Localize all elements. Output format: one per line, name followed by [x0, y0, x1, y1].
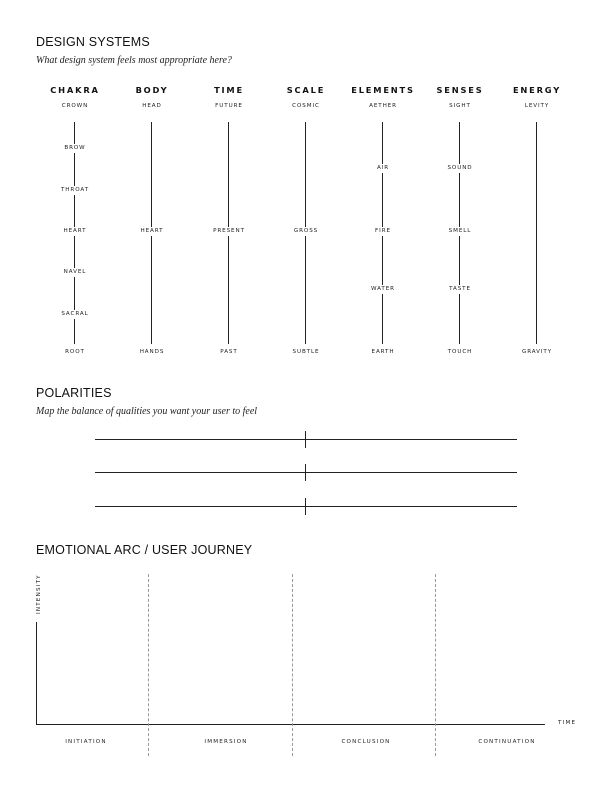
journey-title: EMOTIONAL ARC / USER JOURNEY	[36, 543, 253, 557]
elements-label-fire: FIRE	[348, 227, 418, 236]
senses-label-sound: SOUND	[425, 164, 495, 173]
column-heading-energy: ENERGY	[512, 85, 562, 95]
phase-divider-3	[435, 574, 436, 756]
x-axis-line	[36, 724, 545, 725]
phase-label-conclusion: CONCLUSION	[341, 739, 391, 745]
design-systems-title: DESIGN SYSTEMS	[36, 35, 150, 49]
body-top-label: HEAD	[117, 102, 187, 111]
scale-top-label: COSMIC	[271, 102, 341, 111]
y-axis-line	[36, 622, 37, 725]
column-heading-senses: SENSES	[436, 85, 484, 95]
phase-divider-1	[148, 574, 149, 756]
polarity-midpoint-tick-3	[305, 498, 306, 515]
phase-label-immersion: IMMERSION	[204, 739, 248, 745]
scale-bottom-label: SUBTLE	[271, 348, 341, 357]
polarity-midpoint-tick-1	[305, 431, 306, 448]
energy-top-label: LEVITY	[502, 102, 572, 111]
polarity-line-2[interactable]	[95, 472, 517, 473]
elements-top-label: AETHER	[348, 102, 418, 111]
phase-label-initiation: INITIATION	[65, 739, 107, 745]
elements-label-water: WATER	[348, 285, 418, 294]
column-heading-time: TIME	[214, 85, 244, 95]
elements-bottom-label: EARTH	[348, 348, 418, 357]
polarity-midpoint-tick-2	[305, 464, 306, 481]
elements-label-air: AIR	[348, 164, 418, 173]
chakra-top-label: CROWN	[40, 102, 110, 111]
senses-label-taste: TASTE	[425, 285, 495, 294]
polarity-line-1[interactable]	[95, 439, 517, 440]
energy-scale-line	[536, 122, 537, 344]
chakra-label-brow: BROW	[40, 144, 110, 153]
column-heading-chakra: CHAKRA	[50, 85, 100, 95]
polarities-title: POLARITIES	[36, 386, 112, 400]
senses-bottom-label: TOUCH	[425, 348, 495, 357]
polarity-line-3[interactable]	[95, 506, 517, 507]
polarities-subtitle: Map the balance of qualities you want your user to feel	[36, 406, 258, 417]
chakra-label-throat: THROAT	[40, 186, 110, 195]
column-heading-scale: SCALE	[286, 85, 326, 95]
x-axis-label: TIME	[558, 720, 577, 726]
senses-label-smell: SMELL	[425, 227, 495, 236]
phase-label-continuation: CONTINUATION	[478, 739, 536, 745]
design-systems-subtitle: What design system feels most appropriate here?	[36, 55, 232, 66]
chakra-label-sacral: SACRAL	[40, 310, 110, 319]
time-top-label: FUTURE	[194, 102, 264, 111]
y-axis-label: INTENSITY	[36, 574, 42, 614]
body-label-heart: HEART	[117, 227, 187, 236]
time-label-present: PRESENT	[194, 227, 264, 236]
chakra-label-heart: HEART	[40, 227, 110, 236]
scale-label-gross: GROSS	[271, 227, 341, 236]
column-heading-body: BODY	[135, 85, 169, 95]
time-bottom-label: PAST	[194, 348, 264, 357]
energy-bottom-label: GRAVITY	[502, 348, 572, 357]
column-heading-elements: ELEMENTS	[351, 85, 415, 95]
chakra-bottom-label: ROOT	[40, 348, 110, 357]
body-bottom-label: HANDS	[117, 348, 187, 357]
senses-top-label: SIGHT	[425, 102, 495, 111]
chakra-label-navel: NAVEL	[40, 268, 110, 277]
phase-divider-2	[292, 574, 293, 756]
